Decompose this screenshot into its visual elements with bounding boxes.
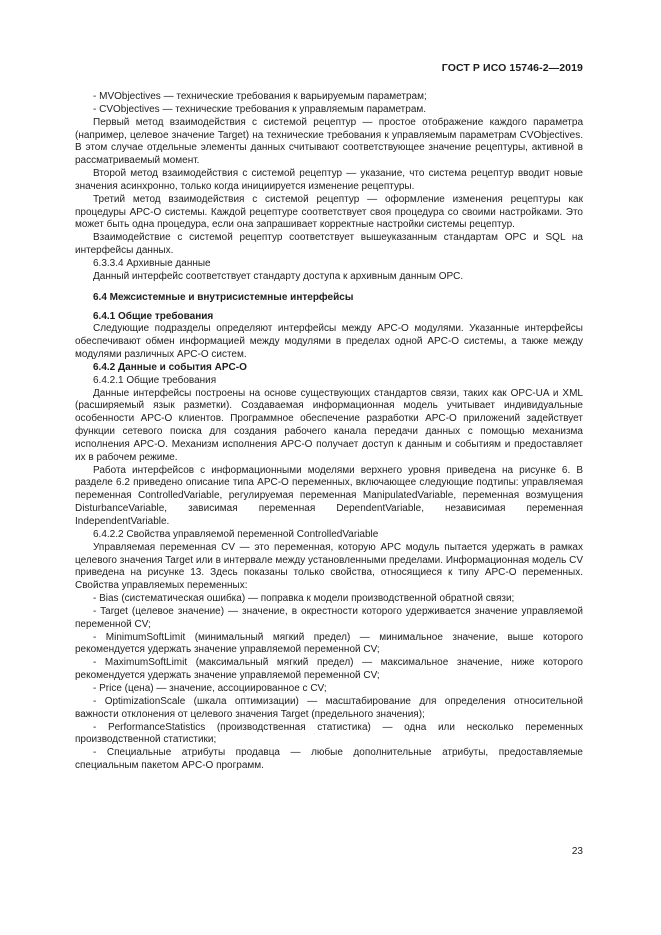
list-item: - MVObjectives — технические требования к варьируемым параметрам;	[93, 91, 427, 102]
list-item: - Специальные атрибуты продавца — любые дополнительные атрибуты, предоставляемые специальным пакетом APC-O программ.	[75, 747, 583, 772]
subsection-heading: 6.4.1 Общие требования	[93, 310, 214, 322]
document-standard-id: ГОСТ Р ИСО 15746-2—2019	[441, 62, 583, 74]
subsection-heading: 6.3.3.4 Архивные данные	[93, 257, 211, 269]
paragraph: Данные интерфейсы построены на основе существующих стандартов связи, таких как OPC-UA и XML (расширяемый язык разметки). Создаваемая информационная модель учитывает индивидуальные особенности APC-O клиентов. Программное обеспечение разработки APC-O приложений задействует функции сетевого поиска для создания рабочего канала передачи данных с помощью механизма исполнения APC-O. Механизм исполнения APC-O получает доступ к данным и событиям и предоставляет их в рабочем режиме.	[75, 387, 583, 463]
list-item: - CVObjectives — технические требования к управляемым параметрам.	[93, 103, 427, 115]
list-item: - MaximumSoftLimit (максимальный мягкий предел) — максимальное значение, ниже которого рекомендуется удержать значение управляемой переменной CV;	[75, 657, 583, 682]
paragraph: Данный интерфейс соответствует стандарту доступа к архивным данным OPC.	[93, 270, 464, 282]
paragraph: Работа интерфейсов с информационными моделями верхнего уровня приведена на рисунке 6. В разделе 6.2 приведено описание типа APC-O переменных, включающее следующие подтипы: управляемая переменная ControlledVariable, регулируемая переменная ManipulatedVariable, переменная возмущения DisturbanceVariable, зависимая переменная DependentVariable, независимая переменная IndependentVariable.	[75, 464, 583, 527]
subsection-heading: 6.4.2 Данные и события APC-O	[93, 361, 247, 373]
list-item: - OptimizationScale (шкала оптимизации) — масштабирование для определения относительной важности отклонения от целевого значения Target (предельного значения);	[75, 695, 583, 720]
document-body	[75, 91, 583, 773]
list-item: - Price (цена) — значение, ассоциированное с CV;	[93, 682, 327, 694]
section-heading: 6.4 Межсистемные и внутрисистемные интерфейсы	[93, 291, 354, 303]
paragraph: Взаимодействие с системой рецептур соответствует вышеуказанным стандартам OPC и SQL на интерфейсы данных.	[75, 232, 583, 257]
list-item: - Target (целевое значение) — значение, в окрестности которого удерживается значение управляемой переменной CV;	[75, 605, 583, 630]
paragraph: Первый метод взаимодействия с системой рецептур — простое отображение каждого параметра (например, целевое значение Target) на технические требования к управляемым параметрам CVObjectives. В этом случае отдельные элементы данных считывают соответствующее значение рецептуры, активной в рассматриваемый момент.	[75, 116, 583, 167]
list-item: - MinimumSoftLimit (минимальный мягкий предел) — минимальное значение, выше которого рекомендуется удержать значение управляемой переменной CV;	[75, 631, 583, 656]
list-item: - PerformanceStatistics (производственная статистика) — одна или несколько переменных производственной статистики;	[75, 721, 583, 746]
paragraph: Второй метод взаимодействия с системой рецептур — указание, что система рецептур вводит новые значения асинхронно, только когда инициируется изменение рецептуры.	[75, 168, 583, 192]
page-number: 23	[571, 846, 583, 857]
paragraph: Третий метод взаимодействия с системой рецептур — оформление изменения рецептуры как процедуры APC-O системы. Каждой рецептуре соответствует своя процедура со своими настройками. Это может быть одна процедура, если она запрашивает корректные настройки системы рецептур.	[75, 193, 583, 231]
list-item: - Bias (систематическая ошибка) — поправка к модели производственной обратной связи;	[93, 593, 515, 605]
subsection-heading: 6.4.2.1 Общие требования	[93, 374, 217, 386]
paragraph: Следующие подразделы определяют интерфейсы между APC-O модулями. Указанные интерфейсы обеспечивают обмен информацией между модулями в пределах одной APC-O системы, а также между модулями различных APC-O систем.	[75, 323, 583, 361]
subsection-heading: 6.4.2.2 Свойства управляемой переменной ControlledVariable	[93, 528, 379, 540]
paragraph: Управляемая переменная CV — это переменная, которую APC модуль пытается удержать в рамках целевого значения Target или в интервале между установленными пределами. Информационная модель CV приведена на рисунке 13. Здесь показаны только свойства, относящиеся к типу APC-O переменных. Свойства управляемых переменных:	[75, 541, 583, 592]
